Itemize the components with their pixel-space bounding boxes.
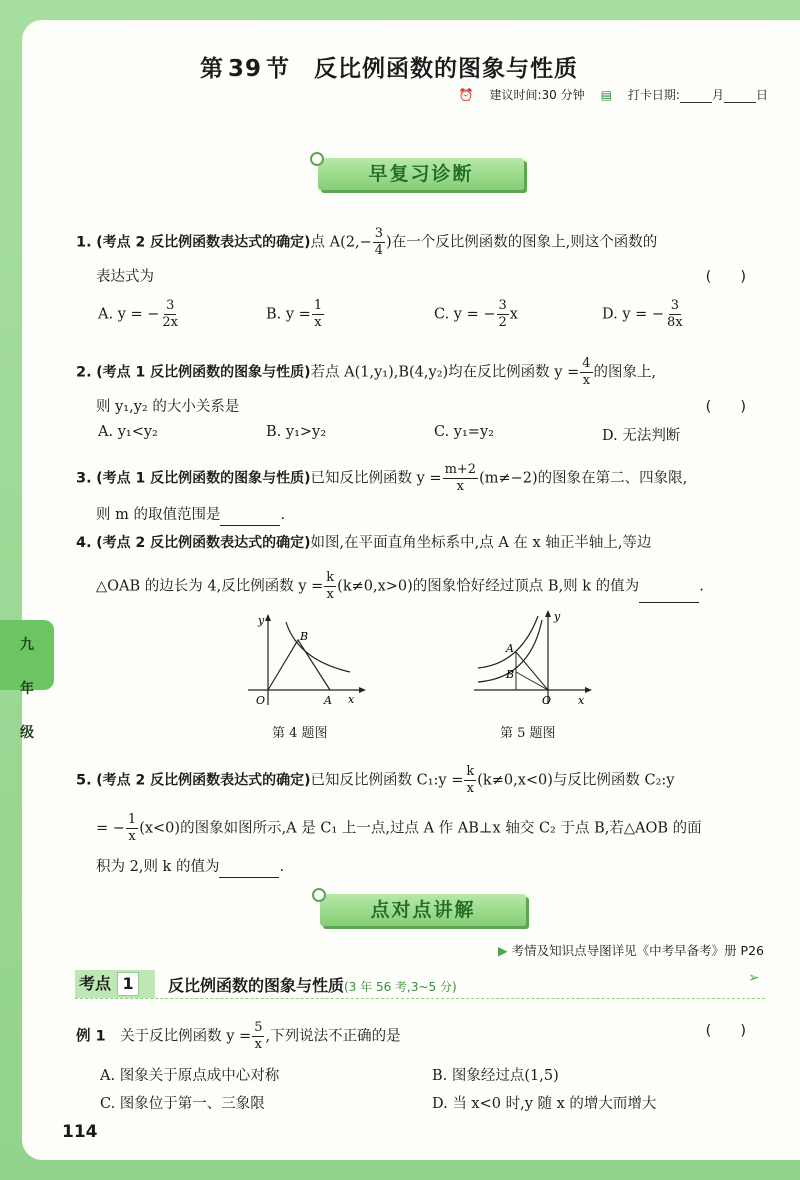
arrow-icon: ▶	[497, 943, 508, 958]
reference-note: ▶ 考情及知识点导图详见《中考早备考》册 P26	[497, 943, 764, 958]
q2-option-d: D. 无法判断	[602, 428, 681, 444]
fig4-a-label: A	[324, 694, 332, 707]
ex1-option-a: A. 图象关于原点成中心对称	[100, 1068, 280, 1084]
question-2: 2. (考点 1 反比例函数的图象与性质)若点 A(1,y₁),B(4,y₂)均在反比例函数 y = $\frac{4}{x}$ 的图象上,	[76, 356, 657, 388]
question-5-line2: = − $\frac{1}{x}$ (x<0)的图象如图所示,A 是 C₁ 上一点,过点 A 作 AB⊥x 轴交 C₂ 于点 B,若△AOB 的面	[96, 812, 702, 844]
question-4: 4. (考点 2 反比例函数表达式的确定)如图,在平面直角坐标系中,点 A 在 x 轴正半轴上,等边	[76, 535, 652, 551]
knowledge-point-label: 考点 1	[75, 970, 155, 998]
fig5-x-label: x	[578, 694, 585, 707]
calendar-icon: ▤	[600, 87, 612, 102]
q1-option-d: D. y = − $\frac{3}{8x}$	[602, 298, 683, 330]
question-4-line2: △OAB 的边长为 4,反比例函数 y = $\frac{k}{x}$ (k≠0,x>0)的图象恰好经过顶点 B,则 k 的值为 .	[96, 570, 704, 602]
fig4-y-label: y	[258, 614, 265, 627]
q1-option-a: A. y = − $\frac{3}{2x}$	[98, 298, 179, 330]
question-1-options	[98, 298, 778, 331]
meta-row	[458, 86, 768, 103]
fig5-y-label: y	[554, 610, 561, 623]
fig5-b-label: B	[506, 668, 515, 681]
fig4-o-label: O	[256, 694, 266, 707]
question-3-line2: 则 m 的取值范围是 .	[96, 504, 285, 526]
fig4-b-label: B	[300, 630, 309, 643]
date-label: 打卡日期: 月 日	[627, 88, 768, 102]
page-number: 114	[62, 1122, 98, 1142]
question-5: 5. (考点 2 反比例函数表达式的确定)已知反比例函数 C₁:y = $\frac{k}{x}$ (k≠0,x<0)与反比例函数 C₂:y	[76, 764, 675, 796]
figure-5	[470, 606, 600, 710]
q2-option-b: B. y₁>y₂	[266, 424, 327, 440]
time-label: 建议时间:30 分钟	[489, 88, 585, 102]
example-1: 例 1 关于反比例函数 y = $\frac{5}{x}$ ,下列说法不正确的是 ( )	[76, 1020, 746, 1052]
question-3: 3. (考点 1 反比例函数的图象与性质)已知反比例函数 y = $\frac{m+2}{x}$ (m≠−2)的图象在第二、四象限,	[76, 462, 688, 494]
question-2-options	[98, 424, 778, 445]
figure-4-caption: 第 4 题图	[272, 726, 328, 741]
question-1-line2: 表达式为 ( )	[96, 269, 746, 285]
clock-icon: ⏰	[458, 87, 474, 102]
ex1-option-c: C. 图象位于第一、三象限	[100, 1096, 265, 1112]
q2-option-c: C. y₁=y₂	[434, 424, 494, 440]
q1-option-b: B. y = $\frac{1}{x}$	[266, 298, 323, 330]
q1-option-c: C. y = − $\frac{3}{2}$ x	[434, 298, 518, 330]
question-2-line2: 则 y₁,y₂ 的大小关系是 ( )	[96, 399, 746, 415]
question-5-line3: 积为 2,则 k 的值为 .	[96, 856, 284, 878]
fig5-a-label: A	[506, 642, 514, 655]
grade-side-tab: 九 年 级	[0, 620, 54, 690]
knowledge-point-title: 反比例函数的图象与性质(3 年 56 考,3~5 分)	[168, 976, 457, 995]
fig4-x-label: x	[348, 693, 355, 706]
figure-4	[240, 610, 370, 710]
ex1-option-d: D. 当 x<0 时,y 随 x 的增大而增大	[432, 1096, 657, 1112]
paper-plane-icon: ➢	[748, 970, 760, 986]
section-banner-review: 早复习诊断	[318, 158, 524, 190]
fig5-o-label: O	[542, 694, 552, 707]
question-1: 1. (考点 2 反比例函数表达式的确定)点 A(2,− $\frac{3}{4}$ )在一个反比例函数的图象上,则这个函数的	[76, 226, 658, 258]
q2-option-a: A. y₁<y₂	[98, 424, 158, 440]
section-banner-explain: 点对点讲解	[320, 894, 526, 926]
figure-5-caption: 第 5 题图	[500, 726, 556, 741]
ex1-option-b: B. 图象经过点(1,5)	[432, 1068, 559, 1084]
page-title: 第 39 节 反比例函数的图象与性质	[199, 56, 578, 82]
